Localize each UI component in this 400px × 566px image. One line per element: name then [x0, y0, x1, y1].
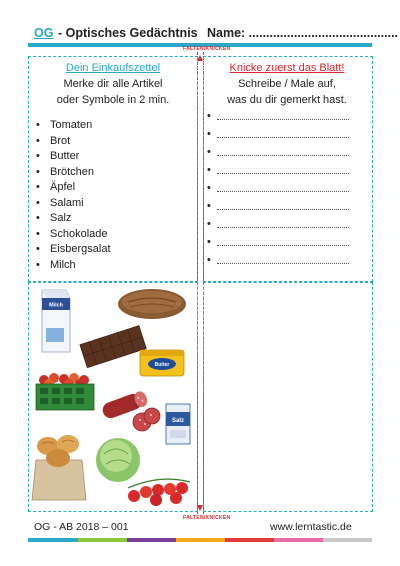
tomatoes-icon [128, 479, 190, 506]
lettuce-icon [96, 438, 140, 482]
list-item: • Milch [36, 258, 111, 274]
fold-label-top: FALTEN/KNICKEN [183, 46, 231, 52]
fold-instruction-heading: Knicke zuerst das Blatt! [229, 62, 345, 74]
worksheet-code: OG [34, 26, 54, 40]
answer-line[interactable]: • [207, 108, 357, 124]
answer-line[interactable]: • [207, 198, 357, 214]
instruction-line: Merke dir alle Artikel [63, 78, 163, 90]
list-item: • Brötchen [36, 165, 111, 181]
milk-carton-icon [42, 290, 70, 352]
list-item: • Tomaten [36, 118, 111, 134]
footer-stripe [127, 538, 176, 542]
list-item: • Salz [36, 211, 111, 227]
chocolate-bar-icon [80, 326, 146, 368]
drawing-box [203, 282, 373, 512]
answer-line[interactable]: • [207, 126, 357, 142]
instruction-line: oder Symbole in 2 min. [56, 94, 170, 106]
footer-stripe [323, 538, 372, 542]
answer-line[interactable]: • [207, 234, 357, 250]
footer-website: www.lerntastic.de [270, 521, 352, 533]
answer-line[interactable]: • [207, 162, 357, 178]
butter-tub-icon [140, 350, 184, 376]
shopping-list [36, 118, 111, 273]
apple-crate-icon [36, 373, 94, 410]
shopping-list-heading: Dein Einkaufszettel [65, 62, 161, 74]
answer-line[interactable]: • [207, 144, 357, 160]
shopping-list-instruction [30, 76, 196, 108]
answer-line[interactable]: • [207, 252, 357, 268]
instruction-line: Schreibe / Male auf, [238, 78, 336, 90]
list-item: • Butter [36, 149, 111, 165]
footer-stripe [28, 538, 78, 542]
product-illustrations [30, 284, 196, 510]
name-label: Name: ........................................... [207, 26, 399, 40]
milk-box-label: Milch [48, 302, 64, 309]
butter-pack-label: Butter [154, 362, 170, 368]
fold-label-bottom: FALTEN/KNICKEN [183, 515, 231, 521]
list-item: • Eisbergsalat [36, 242, 111, 258]
worksheet-title: - Optisches Gedächtnis [58, 26, 198, 40]
footer-stripe [225, 538, 274, 542]
bread-icon [118, 289, 186, 319]
list-item: • Brot [36, 134, 111, 150]
answer-line[interactable]: • [207, 180, 357, 196]
footer-stripe [274, 538, 323, 542]
salt-box-label: Salz [171, 418, 185, 424]
list-item: • Salami [36, 196, 111, 212]
instruction-line: was du dir gemerkt hast. [227, 94, 347, 106]
answer-line[interactable]: • [207, 216, 357, 232]
footer-stripe [176, 538, 225, 542]
footer-sheet-id: OG - AB 2018 – 001 [34, 521, 129, 533]
salami-icon [100, 390, 160, 431]
list-item: • Schokolade [36, 227, 111, 243]
footer-stripe [78, 538, 127, 542]
salt-box-icon [166, 404, 190, 444]
answer-instruction [204, 76, 370, 108]
list-item: • Äpfel [36, 180, 111, 196]
bread-rolls-icon [32, 435, 86, 500]
